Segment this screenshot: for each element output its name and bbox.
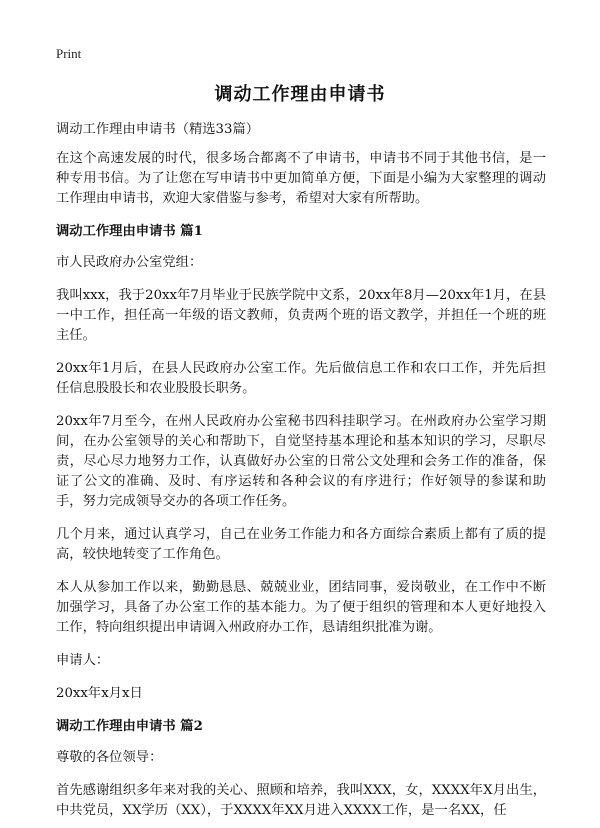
article-paragraph: 本人从参加工作以来，勤勤恳恳、兢兢业业，团结同事，爱岗敬业，在工作中不断加强学习，具备了办公室工作的基本能力。为了便于组织的管理和本人更好地投入工作，特向组织提出申请调入州政府办工作，恳请组织批准为谢。 (56, 580, 546, 635)
article-paragraph: 几个月来，通过认真学习，自己在业务工作能力和各方面综合素质上都有了质的提高，较快地转变了工作角色。 (56, 527, 546, 562)
article-heading: 调动工作理由申请书 篇1 (56, 224, 203, 239)
article-salutation: 尊敬的各位领导： (56, 750, 163, 765)
intro-paragraph: 在这个高速发展的时代，很多场合都离不了申请书，申请书不同于其他书信，是一种专用书信。为了让您在写申请书中更加简单方便，下面是小编为大家整理的调动工作理由申请书，欢迎大家借鉴与参考，希望对大家有所帮助。 (56, 151, 546, 206)
article-paragraph: 20xx年1月后，在县人民政府办公室工作。先后做信息工作和农口工作，并先后担任信息股股长和农业股股长职务。 (56, 361, 546, 396)
document-title: 调动工作理由申请书 (214, 84, 386, 105)
signature-date: 20xx年x月x日 (56, 686, 143, 701)
print-link[interactable]: Print (56, 46, 82, 61)
article-paragraph: 20xx年7月至今，在州人民政府办公室秘书四科挂职学习。在州政府办公室学习期间，在办公室领导的关心和帮助下，自觉坚持基本理论和基本知识的学习，尽职尽责，尽心尽力地努力工作，认真做好办公室的日常公文处理和会务工作的准备，保证了公文的准确、及时、有序运转和各种会议的有序进行；作好领导的参谋和助手，努力完成领导交办的各项工作任务。 (56, 414, 546, 509)
article-heading: 调动工作理由申请书 篇2 (56, 719, 203, 734)
article-salutation: 市人民政府办公室党组： (56, 255, 203, 270)
article-paragraph: 我叫xxx，我于20xx年7月毕业于民族学院中文系，20xx年8月—20xx年1月，在县一中工作，担任高一年级的语文教师，负责两个班的语文教学，并担任一个班的班主任。 (56, 288, 546, 343)
document-body (56, 120, 546, 828)
signature-label: 申请人： (56, 653, 110, 668)
document-subtitle: 调动工作理由申请书（精选33篇） (56, 122, 260, 137)
article-paragraph: 首先感谢组织多年来对我的关心、照顾和培养，我叫XXX，女，XXXX年X月出生，中共党员，XX学历（XX），于XXXX年XX月进入XXXX工作，是一名XX，任 (56, 783, 546, 818)
